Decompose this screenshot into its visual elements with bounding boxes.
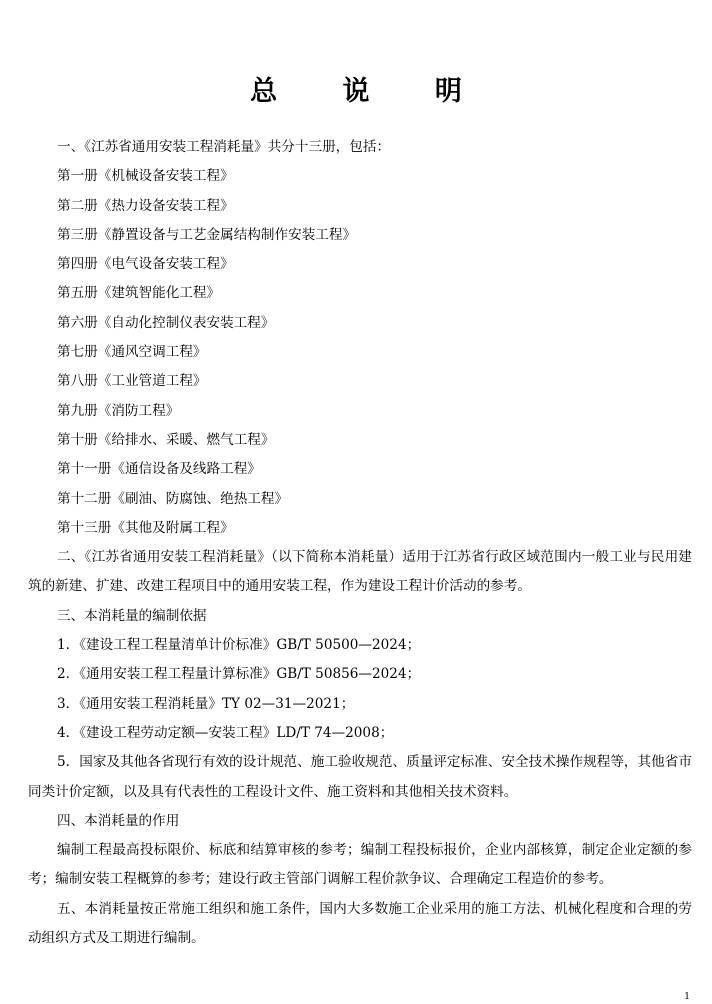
page-title: 总 说 明 [250, 76, 490, 107]
volume-item-9: 第九册《消防工程》 [57, 402, 180, 419]
basis-item-3: 3．《通用安装工程消耗量》TY 02—31—2021； [57, 695, 355, 712]
volume-item-11: 第十一册《通信设备及线路工程》 [57, 461, 261, 478]
volume-item-5: 第五册《建筑智能化工程》 [57, 285, 221, 302]
paragraph-intro: 一、《江苏省通用安装工程消耗量》共分十三册，包括： [57, 139, 391, 155]
basis-item-5: 5．国家及其他各省现行有效的设计规范、施工验收规范、质量评定标准、安全技术操作规程等，其他省市同类计价定额，以及具有代表性的工程设计文件、施工资料和其他相关技术资料。 [28, 754, 692, 800]
volume-item-12: 第十二册《刷油、防腐蚀、绝热工程》 [57, 490, 289, 507]
basis-item-4: 4．《建设工程劳动定额—安装工程》LD/T 74—2008； [57, 724, 394, 741]
volume-item-4: 第四册《电气设备安装工程》 [57, 256, 234, 273]
basis-item-1: 1．《建设工程工程量清单计价标准》GB/T 50500—2024； [57, 637, 421, 654]
volume-item-10: 第十册《给排水、采暖、燃气工程》 [57, 431, 275, 448]
page-number: 1 [684, 992, 690, 1002]
volume-item-7: 第七册《通风空调工程》 [57, 344, 207, 361]
paragraph-function: 编制工程最高投标限价、标底和结算审核的参考；编制工程投标报价，企业内部核算，制定企业定额的参考；编制安装工程概算的参考；建设行政主管部门调解工程价款争议、合理确定工程造价的参考。 [28, 842, 692, 888]
volume-item-13: 第十三册《其他及附属工程》 [57, 519, 234, 536]
volume-item-6: 第六册《自动化控制仪表安装工程》 [57, 314, 275, 331]
paragraph-scope: 二、《江苏省通用安装工程消耗量》（以下简称本消耗量）适用于江苏省行政区域范围内一般工业与民用建筑的新建、扩建、改建工程项目中的通用安装工程，作为建设工程计价活动的参考。 [28, 549, 692, 595]
volume-item-2: 第二册《热力设备安装工程》 [57, 197, 234, 214]
document-body [28, 133, 692, 953]
volume-item-3: 第三册《静置设备与工艺金属结构制作安装工程》 [57, 226, 357, 243]
paragraph-preparation: 五、本消耗量按正常施工组织和施工条件，国内大多数施工企业采用的施工方法、机械化程度和合理的劳动组织方式及工期进行编制。 [28, 900, 692, 947]
section-heading-basis: 三、本消耗量的编制依据 [57, 607, 207, 624]
section-heading-function: 四、本消耗量的作用 [57, 812, 180, 829]
basis-item-2: 2．《通用安装工程工程量计算标准》GB/T 50856—2024； [57, 666, 421, 683]
volume-item-1: 第一册《机械设备安装工程》 [57, 168, 234, 185]
volume-item-8: 第八册《工业管道工程》 [57, 373, 207, 390]
